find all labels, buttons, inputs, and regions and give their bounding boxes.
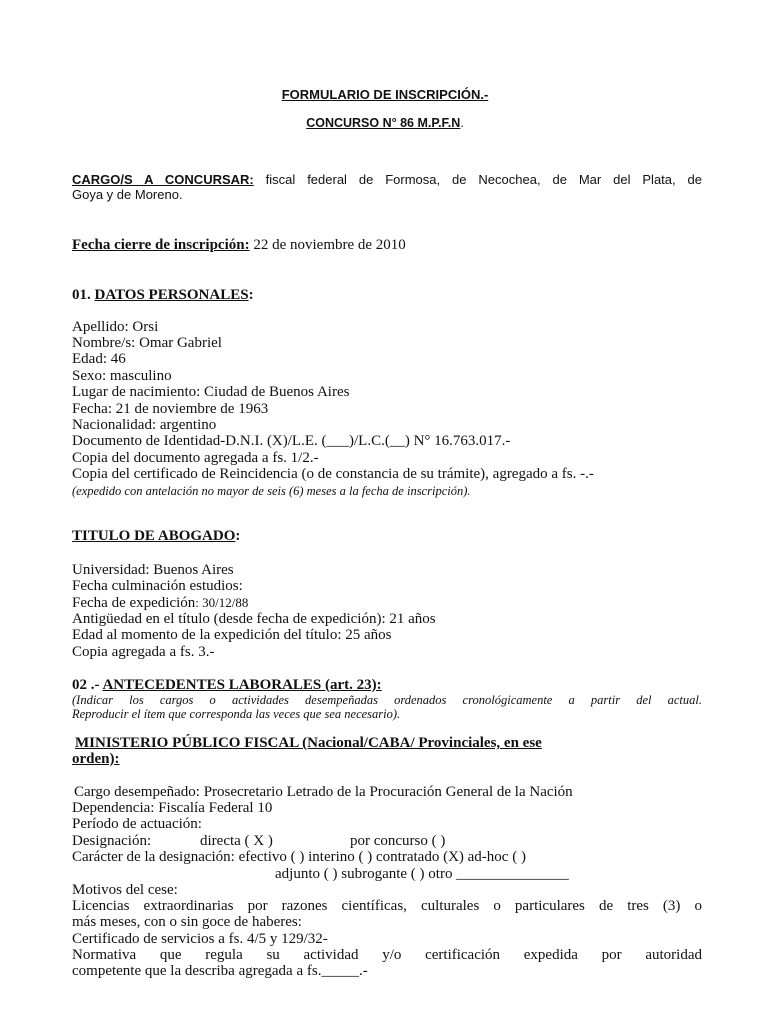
- section-02-note-1: (Indicar los cargos o actividades desempeñadas ordenados cronológicamente a partir del actual.: [72, 693, 702, 707]
- field-caracter-2: adjunto ( ) subrogante ( ) otro _______________: [275, 866, 569, 882]
- section-02-heading: [72, 677, 382, 694]
- expedicion-label: Fecha de expedición: [72, 595, 196, 611]
- section-02-number: 02 .-: [72, 677, 100, 693]
- field-culminacion: Fecha culminación estudios:: [72, 578, 243, 594]
- field-edad: Edad: 46: [72, 351, 126, 367]
- field-copia-titulo: Copia agregada a fs. 3.-: [72, 644, 215, 660]
- reincidencia-note: (expedido con antelación no mayor de seis (6) meses a la fecha de inscripción).: [72, 484, 471, 498]
- field-dependencia: Dependencia: Fiscalía Federal 10: [72, 800, 273, 816]
- titulo-heading: TITULO DE ABOGADO:: [72, 528, 241, 544]
- expedicion-value: : 30/12/88: [195, 595, 249, 610]
- section-02-note-2: Reproducir el ítem que corresponda las veces que sea necesario).: [72, 707, 401, 721]
- field-antiguedad: Antigüedad en el título (desde fecha de expedición): 21 años: [72, 611, 436, 627]
- contest-number-text: CONCURSO N° 86 M.P.F.N: [306, 116, 461, 130]
- field-certificado: Certificado de servicios a fs. 4/5 y 129/32-: [72, 931, 328, 947]
- cierre-label: Fecha cierre de inscripción:: [72, 237, 250, 253]
- cargos-label: CARGO/S A CONCURSAR:: [72, 172, 254, 187]
- section-02-label: ANTECEDENTES LABORALES (art. 23):: [102, 677, 382, 693]
- field-licencias-1: Licencias extraordinarias por razones científicas, culturales o particulares de tres (3) o: [72, 898, 702, 914]
- field-apellido: Apellido: Orsi: [72, 319, 159, 335]
- designacion-label: Designación:: [72, 833, 152, 849]
- field-lugar: Lugar de nacimiento: Ciudad de Buenos Aires: [72, 384, 350, 400]
- cierre-value: 22 de noviembre de 2010: [249, 237, 406, 253]
- field-reincidencia: Copia del certificado de Reincidencia (o de constancia de su trámite), agregado a fs. -.-: [72, 466, 594, 482]
- cargos-line-1: [72, 172, 702, 187]
- field-expedicion: [72, 595, 248, 612]
- field-normativa-2: competente que la describa agregada a fs._____.-: [72, 963, 368, 979]
- cierre-line: [72, 237, 406, 254]
- titulo-label: TITULO DE ABOGADO: [72, 528, 236, 544]
- section-01-label: DATOS PERSONALES: [94, 287, 249, 303]
- field-copia-documento: Copia del documento agregada a fs. 1/2.-: [72, 450, 319, 466]
- field-nombre: Nombre/s: Omar Gabriel: [72, 335, 222, 351]
- field-universidad: Universidad: Buenos Aires: [72, 562, 234, 578]
- field-periodo: Período de actuación:: [72, 816, 202, 832]
- cargos-line-2: Goya y de Moreno.: [72, 187, 183, 202]
- designacion-concurso: por concurso ( ): [350, 833, 446, 849]
- field-edad-titulo: Edad al momento de la expedición del título: 25 años: [72, 627, 392, 643]
- contest-number: CONCURSO N° 86 M.P.F.N.: [306, 116, 464, 130]
- field-designacion: [72, 833, 445, 850]
- mpf-heading-1: MINISTERIO PÚBLICO FISCAL (Nacional/CABA/ Provinciales, en ese: [75, 735, 542, 751]
- section-01-heading: 01. DATOS PERSONALES:: [72, 287, 254, 303]
- designacion-directa: directa ( X ): [200, 833, 273, 849]
- section-01-number: 01.: [72, 287, 95, 303]
- mpf-heading-2: orden):: [72, 751, 120, 767]
- field-normativa-1: Normativa que regula su actividad y/o certificación expedida por autoridad: [72, 947, 702, 963]
- cargos-text-1: fiscal federal de Formosa, de Necochea, de Mar del Plata, de: [265, 172, 702, 187]
- form-title: FORMULARIO DE INSCRIPCIÓN.-: [281, 87, 489, 102]
- field-motivos-cese: Motivos del cese:: [72, 882, 178, 898]
- field-documento: Documento de Identidad-D.N.I. (X)/L.E. (___)/L.C.(__) N° 16.763.017.-: [72, 433, 511, 449]
- field-cargo-desempenado: Cargo desempeñado: Prosecretario Letrado de la Procuración General de la Nación: [74, 784, 573, 800]
- field-caracter-1: Carácter de la designación: efectivo ( ) interino ( ) contratado (X) ad-hoc ( ): [72, 849, 526, 865]
- field-nacionalidad: Nacionalidad: argentino: [72, 417, 217, 433]
- field-fecha: Fecha: 21 de noviembre de 1963: [72, 401, 269, 417]
- field-sexo: Sexo: masculino: [72, 368, 172, 384]
- field-licencias-2: más meses, con o sin goce de haberes:: [72, 914, 302, 930]
